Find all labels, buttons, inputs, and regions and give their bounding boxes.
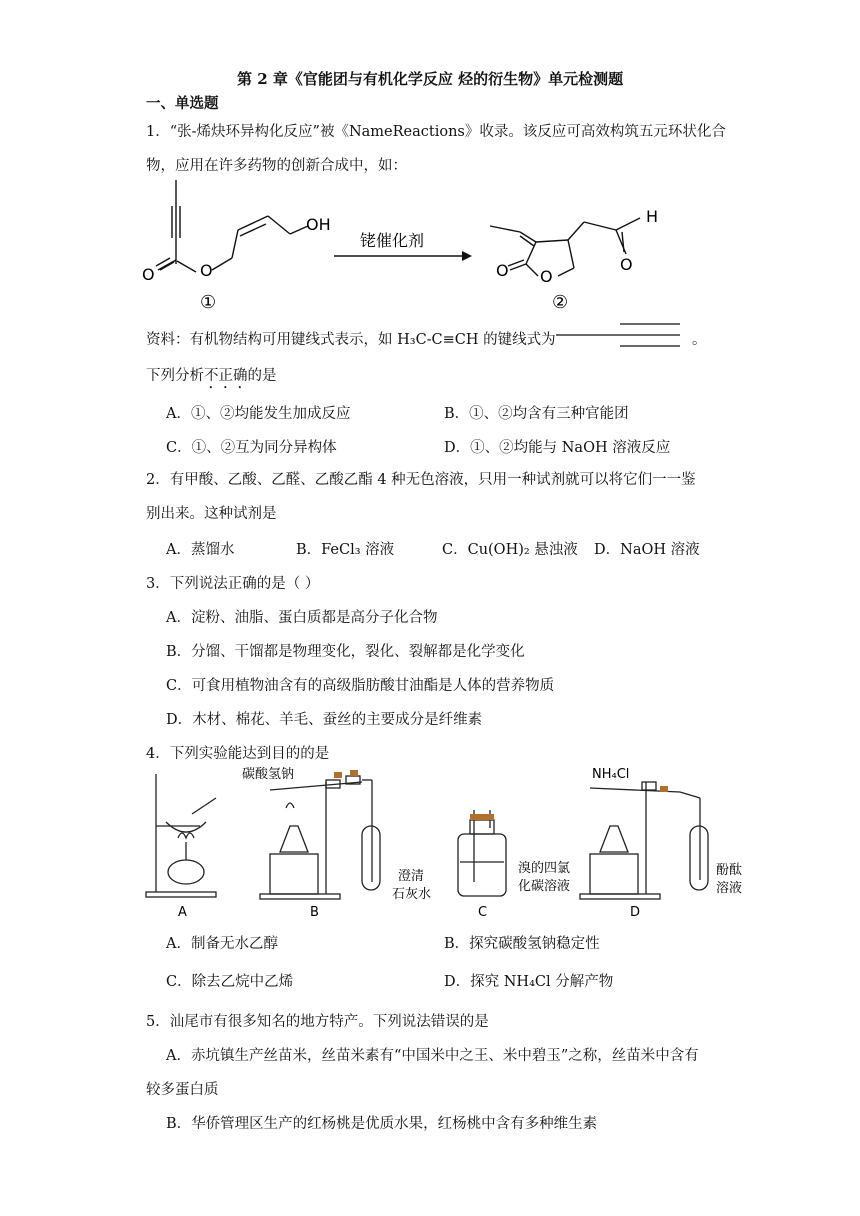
caption-d: D: [630, 905, 641, 920]
q1-stem-line1: 1．“张-烯炔环异构化反应”被《NameReactions》收录。该反应可高效构筑五元环状化合: [146, 124, 726, 140]
q3-stem: 3．下列说法正确的是（ ）: [146, 576, 320, 592]
label-phenol-2: 溶液: [716, 881, 743, 896]
q2-option-d[interactable]: D．NaOH 溶液: [594, 542, 700, 558]
o-label-1: O: [142, 265, 155, 284]
q1-option-d[interactable]: D．①、②均能与 NaOH 溶液反应: [444, 440, 671, 456]
q2-option-c[interactable]: C．Cu(OH)₂ 悬浊液: [442, 542, 578, 558]
q1-option-a[interactable]: A．①、②均能发生加成反应: [166, 406, 351, 422]
caption-c: C: [478, 905, 488, 920]
q1-option-c[interactable]: C．①、②互为同分异构体: [166, 440, 337, 456]
o-label-5: O: [620, 255, 633, 274]
q2-option-b[interactable]: B．FeCl₃ 溶液: [296, 542, 395, 558]
q5-option-b[interactable]: B．华侨管理区生产的红杨桃是优质水果，红杨桃中含有多种维生素: [166, 1116, 598, 1132]
q3-option-b[interactable]: B．分馏、干馏都是物理变化，裂化、裂解都是化学变化: [166, 644, 525, 660]
q1-option-b[interactable]: B．①、②均含有三种官能团: [444, 406, 629, 422]
q4-option-d[interactable]: D．探究 NH₄Cl 分解产物: [444, 974, 614, 990]
caption-b: B: [310, 905, 319, 920]
apparatus-figure: [140, 762, 760, 920]
q3-option-a[interactable]: A．淀粉、油脂、蛋白质都是高分子化合物: [166, 610, 438, 626]
q5-stem: 5．汕尾市有很多知名的地方特产。下列说法错误的是: [146, 1014, 489, 1030]
emphasis-not-correct: 不正确: [204, 368, 248, 384]
bond-line-formula: [556, 322, 686, 350]
h-label: H: [646, 207, 659, 226]
label-nh4cl: NH₄Cl: [592, 767, 630, 782]
q1-stem-line2: 物，应用在许多药物的创新合成中，如：: [146, 158, 407, 174]
q4-option-a[interactable]: A．制备无水乙醇: [166, 936, 278, 952]
q3-option-c[interactable]: C．可食用植物油含有的高级脂肪酸甘油酯是人体的营养物质: [166, 678, 555, 694]
page-title: 第 2 章《官能团与有机化学反应 烃的衍生物》单元检测题: [237, 70, 624, 88]
reaction-scheme: [140, 176, 700, 316]
q4-option-b[interactable]: B．探究碳酸氢钠稳定性: [444, 936, 600, 952]
q4-stem: 4．下列实验能达到目的的是: [146, 746, 330, 762]
label-limewater-2: 石灰水: [392, 887, 432, 902]
section-heading: 一、单选题: [146, 95, 219, 112]
reagent-label: 铑催化剂: [360, 231, 425, 250]
o-label-4: O: [540, 267, 553, 286]
label-phenol-1: 酚酞: [716, 863, 743, 878]
q1-question: 下列分析不正确的是: [146, 368, 277, 384]
o-label-3: O: [496, 261, 509, 280]
q5-option-a-line1[interactable]: A．赤坑镇生产丝苗米，丝苗米素有“中国米中之王、米中碧玉”之称，丝苗米中含有: [166, 1048, 699, 1064]
q1-note: 资料：有机物结构可用键线式表示，如 H₃C-C≡CH 的键线式为: [146, 332, 556, 348]
label-sodium-bicarbonate: 碳酸氢钠: [242, 767, 295, 782]
q5-option-a-line2[interactable]: 较多蛋白质: [146, 1082, 219, 1098]
q2-stem-line2: 别出来。这种试剂是: [146, 506, 277, 522]
label-bromine-1: 溴的四氯: [518, 861, 571, 876]
q3-option-d[interactable]: D．木材、棉花、羊毛、蚕丝的主要成分是纤维素: [166, 712, 483, 728]
compound-1-label: ①: [200, 292, 217, 313]
oh-label: OH: [306, 215, 331, 234]
label-limewater-1: 澄清: [398, 869, 425, 884]
label-bromine-2: 化碳溶液: [518, 879, 571, 894]
o-label-2: O: [200, 261, 213, 280]
caption-a: A: [178, 905, 187, 920]
q1-note-end: 。: [692, 332, 707, 348]
q2-stem-line1: 2．有甲酸、乙酸、乙醛、乙酸乙酯 4 种无色溶液，只用一种试剂就可以将它们一一鉴: [146, 472, 696, 488]
compound-2-label: ②: [552, 292, 569, 313]
q4-option-c[interactable]: C．除去乙烷中乙烯: [166, 974, 294, 990]
q2-option-a[interactable]: A．蒸馏水: [166, 542, 235, 558]
